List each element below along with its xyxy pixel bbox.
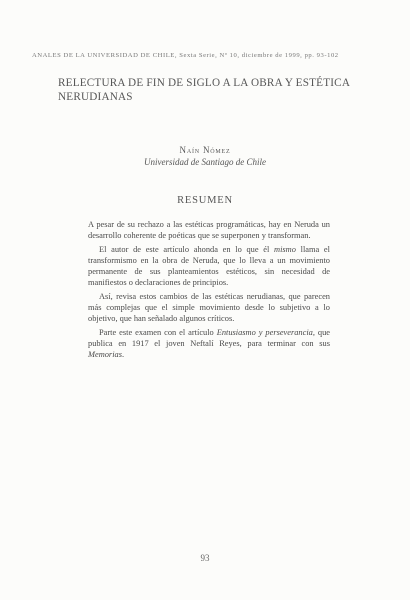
abstract-paragraph-1: A pesar de su rechazo a las estéticas programáticas, hay en Neruda un desarrollo coherente de poéticas que se superponen y transforman. <box>88 220 330 240</box>
abstract-paragraph-2-part-a: El autor de este artículo ahonda en lo que él <box>99 245 275 254</box>
abstract-paragraph-4-memoir-title: Memorias <box>88 350 122 359</box>
abstract-paragraph-2-part-b: llama el transformismo en la obra de Neruda, que lo lleva a un movimiento permanente de sus planteamientos estéticos, sin necesidad de manifiestos o declaraciones de principios. <box>88 245 330 287</box>
abstract-paragraph-4-part-a: Parte este examen con el artículo <box>99 328 217 337</box>
abstract-paragraph-4 <box>88 327 330 360</box>
page-number: 93 <box>200 553 210 563</box>
abstract-paragraph-3: Así, revisa estos cambios de las estéticas nerudianas, que parecen más complejas que el simple movimiento desde lo subjetivo a lo objetivo, que han señalado algunos críticos. <box>88 292 330 323</box>
author-name: Naín Nómez <box>179 145 231 155</box>
abstract-body <box>88 219 330 363</box>
abstract-heading: RESUMEN <box>177 195 233 206</box>
author-affiliation: Universidad de Santiago de Chile <box>144 157 266 167</box>
running-head: ANALES DE LA UNIVERSIDAD DE CHILE, Sexta Serie, Nº 10, diciembre de 1999, pp. 93-102 <box>32 52 339 59</box>
abstract-paragraph-2 <box>88 244 330 288</box>
abstract-paragraph-4-part-c: . <box>121 350 125 359</box>
abstract-paragraph-4-work-title: Entusiasmo y perseverancia <box>216 328 313 337</box>
abstract-paragraph-4-part-b: , que publica en 1917 el joven Neftalí Reyes, para terminar con sus <box>88 328 330 348</box>
article-title: RELECTURA DE FIN DE SIGLO A LA OBRA Y ESTÉTICA NERUDIANAS <box>58 77 350 103</box>
abstract-paragraph-2-emphasis: mismo <box>274 245 296 254</box>
